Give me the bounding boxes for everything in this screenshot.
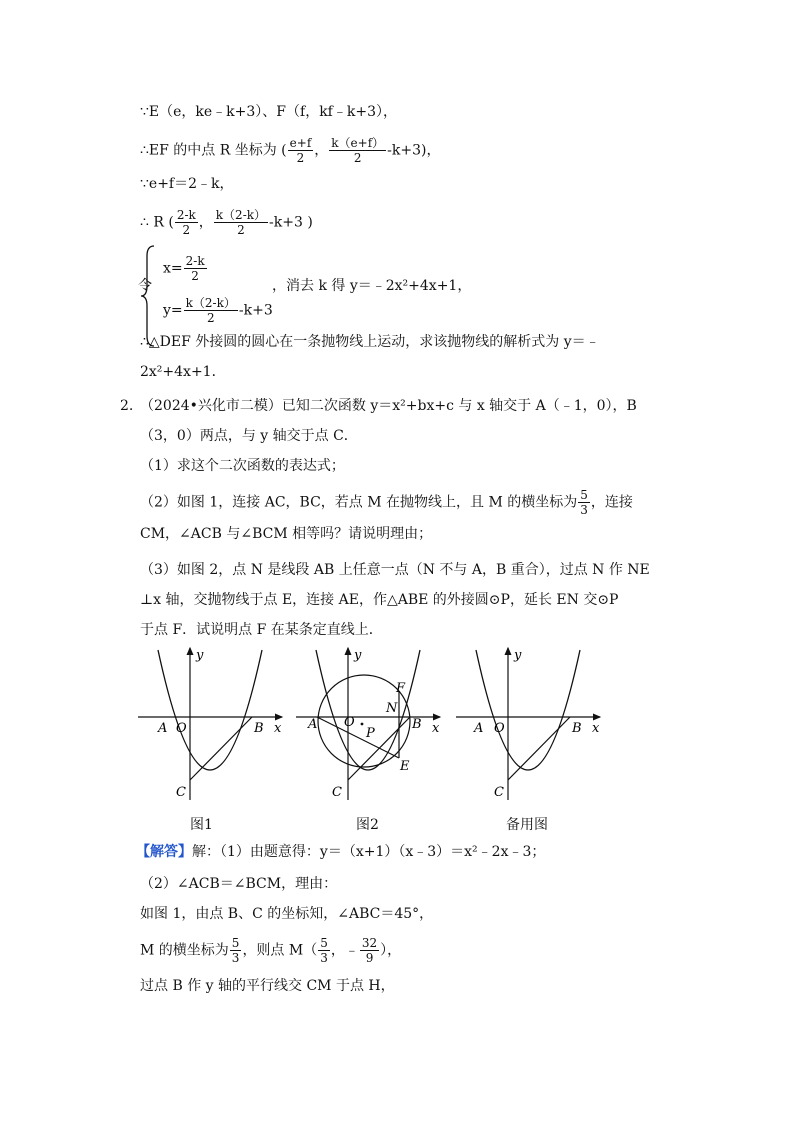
question-2-part-3-a: （3）如图 2，点 N 是线段 AB 上任意一点（N 不与 A，B 重合），过点 N 作 NE: [140, 562, 650, 578]
fraction-2-minus-k: $\frac{2-k}{2}$: [176, 208, 196, 237]
fig1-label-o: O: [176, 721, 187, 736]
fraction-e-plus-f: $\frac{e+f}{2}$: [289, 136, 312, 165]
fig2-label-b: B: [412, 717, 422, 732]
question-number: 2.: [120, 398, 134, 414]
figure-1-caption: 图1: [190, 817, 213, 833]
fraction-k-2-minus-k: $\frac{k(2-k)}{2}$: [215, 208, 267, 237]
fig3-label-y: y: [514, 648, 522, 663]
system-eq-x: x= $\frac{2-k}{2}$: [163, 254, 205, 283]
ling-label: 令: [138, 278, 152, 294]
fig2-label-o: O: [344, 715, 355, 730]
question-2-line-a: （2024•兴化市二模）已知二次函数 y＝x²+bx+c 与 x 轴交于 A（﹣1，0），B: [140, 398, 637, 414]
fig3-label-b: B: [572, 721, 582, 736]
system-conclusion: ，消去 k 得 y＝﹣2x²+4x+1，: [272, 278, 472, 294]
question-2-part-3-b: ⊥x 轴，交抛物线于点 E，连接 AE，作△ABE 的外接圆⊙P，延长 EN 交⊙P: [140, 592, 619, 608]
fig1-label-y: y: [196, 648, 204, 663]
fig1-label-a: A: [158, 721, 168, 736]
fig3-label-x: x: [592, 721, 600, 736]
fig2-label-e: E: [400, 759, 410, 774]
text-line-6: ∴△DEF 外接圆的圆心在一条抛物线上运动，求该抛物线的解析式为 y＝﹣: [140, 334, 600, 350]
figure-2: [296, 648, 440, 800]
question-2-part-1: （1）求这个二次函数的表达式；: [140, 458, 345, 474]
solution-line-5: 过点 B 作 y 轴的平行线交 CM 于点 H，: [140, 978, 395, 994]
fig2-label-p: P: [366, 726, 375, 741]
solution-line-1: 【解答】解：（1）由题意得：y＝（x+1）（x﹣3）＝x²﹣2x﹣3；: [136, 844, 546, 860]
solution-line-3: 如图 1，由点 B、C 的坐标知，∠ABC＝45°，: [140, 906, 434, 922]
question-2-part-2-b: CM，∠ACB 与∠BCM 相等吗？请说明理由；: [140, 526, 433, 542]
fraction-5-3: $\frac{5}{3}$: [580, 488, 588, 517]
fig2-label-n: N: [386, 701, 398, 716]
text-line-2-pre: ∴EF 的中点 R 坐标为 (: [140, 142, 287, 159]
fig3-label-a: A: [474, 721, 484, 736]
system-eq-y: y= $\frac{k(2-k)}{2}$ -k+3: [163, 296, 273, 325]
fig2-label-f: F: [396, 681, 406, 696]
solution-line-2: （2）∠ACB＝∠BCM，理由：: [140, 876, 338, 892]
question-2-line-b: （3，0）两点，与 y 轴交于点 C．: [140, 428, 358, 444]
figure-2-caption: 图2: [356, 817, 379, 833]
figure-3: [456, 648, 600, 800]
text-line-3: ∵e+f＝2﹣k，: [140, 176, 234, 192]
text-line-1: ∵E（e，ke﹣k+3）、F（f，kf﹣k+3），: [140, 104, 397, 120]
fig2-label-a: A: [308, 717, 318, 732]
fig1-label-x: x: [274, 721, 282, 736]
question-2-part-2-a: （2）如图 1，连接 AC，BC，若点 M 在抛物线上，且 M 的横坐标为 $\frac{5}{3}$ ，连接: [140, 488, 633, 517]
fig3-label-c: C: [494, 785, 504, 800]
figure-3-caption: 备用图: [506, 817, 548, 833]
text-line-4: ∴ R ( $\frac{2-k}{2}$ ， $\frac{k(2-k)}{2}$ -k+3 ): [140, 208, 313, 237]
question-2-part-3-c: 于点 F．试说明点 F 在某条定直线上．: [140, 622, 383, 638]
fig3-label-o: O: [494, 721, 505, 736]
figure-1: [138, 648, 282, 800]
fig2-label-x: x: [432, 721, 440, 736]
fraction-k-e-plus-f: $\frac{k(e+f)}{2}$: [331, 136, 385, 165]
fig2-label-c: C: [332, 785, 342, 800]
solution-line-4: M 的横坐标为 $\frac{5}{3}$ ，则点 M（ $\frac{5}{3}$ ，﹣ $\frac{32}{9}$ ），: [140, 936, 402, 965]
fig2-label-y: y: [354, 648, 362, 663]
text-line-2: ∴EF 的中点 R 坐标为 ( $\frac{e+f}{2}$ ， $\frac{k(e+f)}{2}$ -k+3)，: [140, 136, 441, 165]
text-line-7: 2x²+4x+1．: [140, 364, 226, 380]
solution-tag: 【解答】: [136, 844, 192, 860]
fig1-label-c: C: [176, 785, 186, 800]
fig1-label-b: B: [254, 721, 264, 736]
figures: [0, 640, 794, 840]
